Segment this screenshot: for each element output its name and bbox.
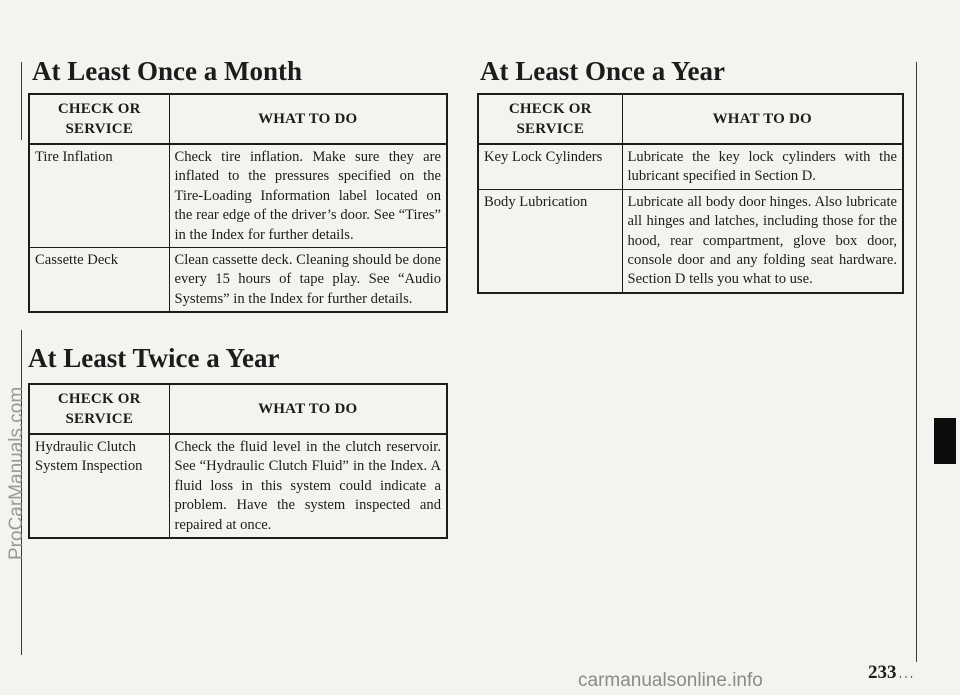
table-row xyxy=(29,144,447,248)
item-cell: Key Lock Cylinders xyxy=(478,144,622,189)
section-title-twice-yearly: At Least Twice a Year xyxy=(28,343,280,373)
table-row xyxy=(478,144,903,189)
action-cell: Check tire inflation. Make sure they are inflated to the pressures specified on the Tire-Loading Information label located on the rear edge of the driver’s door. See “Tires” in the Index for further details. xyxy=(169,144,447,248)
table-row xyxy=(29,248,447,313)
column-header-what: WHAT TO DO xyxy=(622,94,903,144)
monthly-table xyxy=(28,93,448,313)
twice-yearly-table xyxy=(28,383,448,539)
table-row xyxy=(29,434,447,538)
column-header-what: WHAT TO DO xyxy=(169,94,447,144)
table-row xyxy=(478,189,903,293)
item-cell: Tire Inflation xyxy=(29,144,169,248)
section-title-yearly: At Least Once a Year xyxy=(480,56,725,86)
yearly-table xyxy=(477,93,904,294)
page-corner-marks: ˌˌˌ xyxy=(898,664,915,679)
page-number: 233 xyxy=(868,662,897,683)
left-margin-rule xyxy=(21,62,22,140)
action-cell: Lubricate the key lock cylinders with the lubricant specified in Section D. xyxy=(622,144,903,189)
column-header-what: WHAT TO DO xyxy=(169,384,447,434)
table-header-row xyxy=(29,384,447,434)
item-cell: Hydraulic Clutch System Inspection xyxy=(29,434,169,538)
item-cell: Body Lubrication xyxy=(478,189,622,293)
right-margin-rule xyxy=(916,62,917,662)
column-header-check: CHECK OR SERVICE xyxy=(29,94,169,144)
action-cell: Lubricate all body door hinges. Also lubricate all hinges and latches, including those for the hood, rear compartment, glove box door, console door and any folding seat hardware. Section D tells you what to use. xyxy=(622,189,903,293)
action-cell: Check the fluid level in the clutch reservoir. See “Hydraulic Clutch Fluid” in the Index. A fluid loss in this system could indicate a problem. Have the system inspected and repaired at once. xyxy=(169,434,447,538)
column-header-check: CHECK OR SERVICE xyxy=(29,384,169,434)
column-header-check: CHECK OR SERVICE xyxy=(478,94,622,144)
watermark-text: ProCarManuals.com xyxy=(6,386,27,560)
action-cell: Clean cassette deck. Cleaning should be done every 15 hours of tape play. See “Audio Systems” in the Index for further details. xyxy=(169,248,447,313)
table-header-row xyxy=(29,94,447,144)
table-header-row xyxy=(478,94,903,144)
item-cell: Cassette Deck xyxy=(29,248,169,313)
section-thumb-tab xyxy=(934,418,956,464)
footer-watermark-url: carmanualsonline.info xyxy=(578,670,763,691)
section-title-monthly: At Least Once a Month xyxy=(32,56,302,86)
